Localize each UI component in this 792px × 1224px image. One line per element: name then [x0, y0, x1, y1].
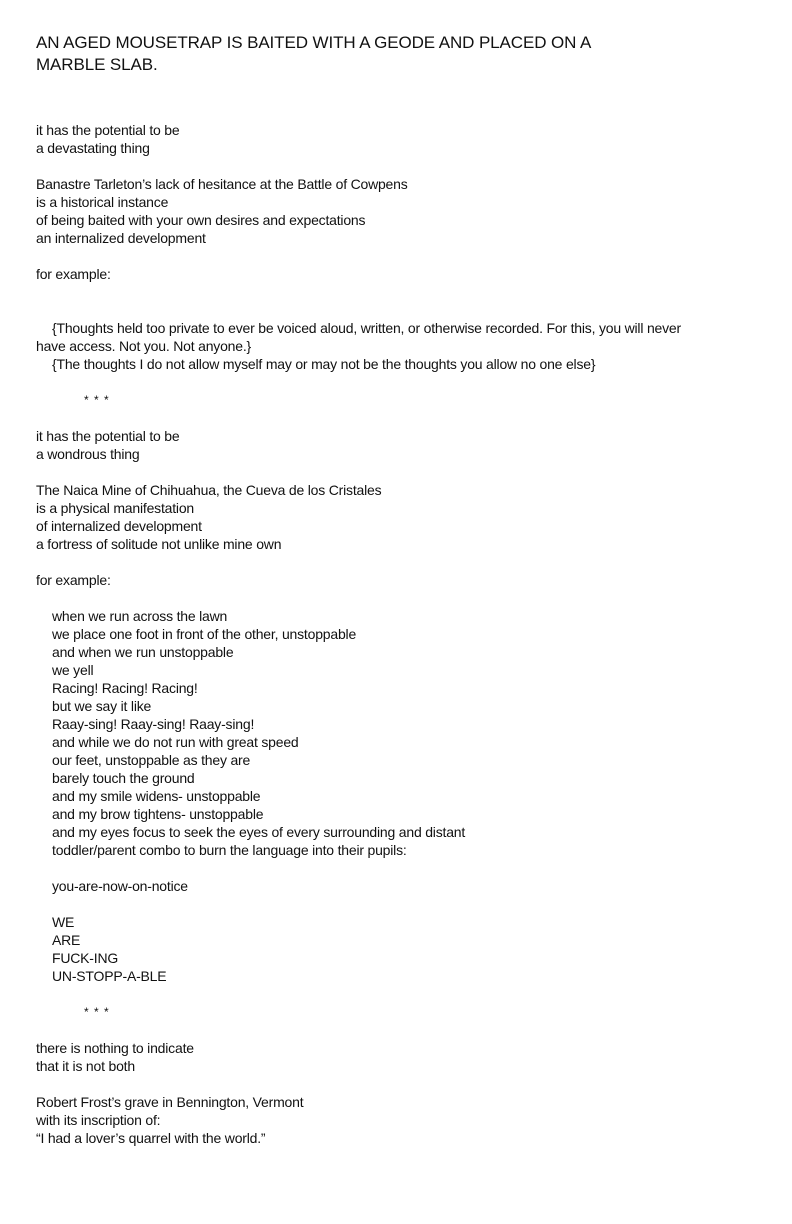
poem-line: for example: — [36, 572, 111, 588]
stanza-line: and my brow tightens- unstoppable — [52, 806, 264, 822]
stanza-line: when we run across the lawn — [52, 608, 228, 624]
poem-line: for example: — [36, 266, 111, 282]
stanza-break — [36, 409, 756, 427]
poem-line: of being baited with your own desires and expectations — [36, 212, 366, 228]
stanza-line: we place one foot in front of the other, unstoppable — [52, 626, 357, 642]
stanza-line: and my smile widens- unstoppable — [52, 788, 261, 804]
stanza-line: toddler/parent combo to burn the language into their pupils: — [52, 842, 407, 858]
stanza-break — [36, 859, 756, 877]
stanza-break — [36, 373, 756, 391]
stanza-break — [36, 589, 756, 607]
shout-line: ARE — [52, 932, 81, 948]
stanza-line: we yell — [52, 662, 94, 678]
stanza-break — [36, 463, 756, 481]
stanza-break — [36, 1021, 756, 1039]
poem-line: of internalized development — [36, 518, 202, 534]
bracketed-thought: {Thoughts held too private to ever be voiced aloud, written, or otherwise recorded. For this, you will never have access. Not you. Not anyone.} — [36, 320, 681, 354]
stanza-line: and my eyes focus to seek the eyes of every surrounding and distant — [52, 824, 466, 840]
stanza-break — [36, 301, 756, 319]
stanza-break — [36, 895, 756, 913]
stanza-line: Raay-sing! Raay-sing! Raay-sing! — [52, 716, 255, 732]
bracketed-thought: {The thoughts I do not allow myself may or may not be the thoughts you allow no one else} — [52, 356, 596, 372]
poem-line: a devastating thing — [36, 140, 150, 156]
stanza-break — [36, 157, 756, 175]
stanza-line: barely touch the ground — [52, 770, 195, 786]
notice-line: you-are-now-on-notice — [52, 878, 188, 894]
stanza-break — [36, 247, 756, 265]
poem-line: that it is not both — [36, 1058, 135, 1074]
poem-line: there is nothing to indicate — [36, 1040, 194, 1056]
shout-line: WE — [52, 914, 75, 930]
poem-line: Banastre Tarleton’s lack of hesitance at the Battle of Cowpens — [36, 176, 408, 192]
stanza-break — [36, 553, 756, 571]
poem-line: it has the potential to be — [36, 122, 180, 138]
poem-body — [36, 121, 756, 1147]
stanza-break — [36, 283, 756, 301]
poem-title: AN AGED MOUSETRAP IS BAITED WITH A GEODE AND PLACED ON A MARBLE SLAB. — [36, 33, 591, 74]
poem-line: an internalized development — [36, 230, 206, 246]
section-separator: * * * — [84, 1005, 110, 1019]
poem-line: it has the potential to be — [36, 428, 180, 444]
poem-line: is a historical instance — [36, 194, 169, 210]
poem-line: with its inscription of: — [36, 1112, 161, 1128]
poem-line: a fortress of solitude not unlike mine own — [36, 536, 282, 552]
stanza-break — [36, 985, 756, 1003]
poem-line: Robert Frost’s grave in Bennington, Vermont — [36, 1094, 304, 1110]
stanza-line: our feet, unstoppable as they are — [52, 752, 251, 768]
poem-line: “I had a lover’s quarrel with the world.” — [36, 1130, 266, 1146]
shout-line: FUCK-ING — [52, 950, 119, 966]
stanza-line: and while we do not run with great speed — [52, 734, 299, 750]
section-separator: * * * — [84, 393, 110, 407]
stanza-line: and when we run unstoppable — [52, 644, 234, 660]
poem-line: a wondrous thing — [36, 446, 140, 462]
stanza-break — [36, 1075, 756, 1093]
stanza-line: but we say it like — [52, 698, 152, 714]
shout-line: UN-STOPP-A-BLE — [52, 968, 167, 984]
stanza-line: Racing! Racing! Racing! — [52, 680, 198, 696]
poem-line: is a physical manifestation — [36, 500, 195, 516]
poem-line: The Naica Mine of Chihuahua, the Cueva de los Cristales — [36, 482, 382, 498]
